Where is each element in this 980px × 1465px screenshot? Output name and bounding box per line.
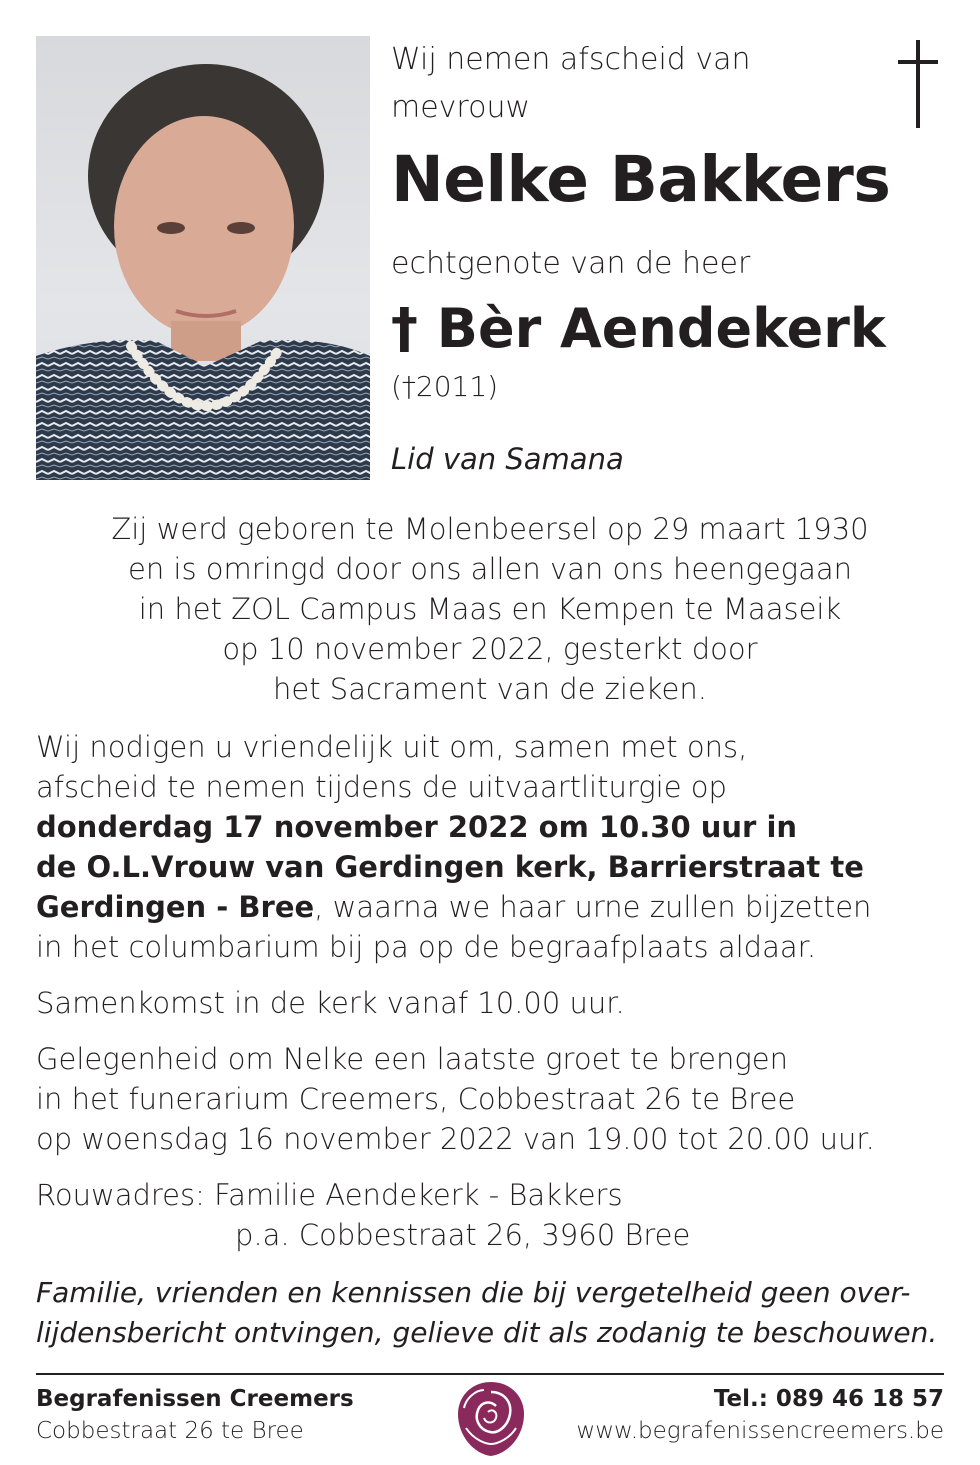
service-date: donderdag 17 november 2022 om 10.30 uur in <box>36 810 798 844</box>
invite-line: afscheid te nemen tijdens de uitvaartliturgie op <box>36 770 727 804</box>
spouse-death-year: (†2011) <box>391 370 499 403</box>
notice-line: Familie, vrienden en kennissen die bij vergetelheid geen over- <box>36 1276 911 1309</box>
cross-icon <box>898 40 938 128</box>
deceased-name: Nelke Bakkers <box>391 143 891 216</box>
invite-line <box>36 887 956 927</box>
address-line: Rouwadres: Familie Aendekerk - Bakkers <box>36 1178 623 1212</box>
company-name: Begrafenissen Creemers <box>36 1386 354 1412</box>
footer-divider <box>36 1373 944 1375</box>
spouse-name: † Bèr Aendekerk <box>391 297 886 360</box>
invitation-paragraph <box>36 727 956 967</box>
invite-line-bold <box>36 807 956 847</box>
address-line: p.a. Cobbestraat 26, 3960 Bree <box>235 1218 691 1252</box>
portrait-photo <box>36 36 370 480</box>
visit-line: in het funerarium Creemers, Cobbestraat 26 te Bree <box>36 1082 796 1116</box>
born-line: op 10 november 2022, gesterkt door <box>222 632 758 666</box>
notice-line: lijdensbericht ontvingen, gelieve dit als zodanig te beschouwen. <box>36 1316 938 1349</box>
membership: Lid van Samana <box>391 442 624 476</box>
born-line: en is omringd door ons allen van ons heengegaan <box>127 552 852 586</box>
intro-text: Wij nemen afscheid van mevrouw <box>391 42 751 125</box>
visit-line: Gelegenheid om Nelke een laatste groet te brengen <box>36 1042 788 1076</box>
birth-death-paragraph <box>36 509 944 709</box>
visitation-paragraph <box>36 1039 956 1159</box>
company-website[interactable]: www.begrafenissencreemers.be <box>576 1418 944 1444</box>
spouse-intro: echtgenote van de heer <box>391 246 751 281</box>
gathering-text: Samenkomst in de kerk vanaf 10.00 uur. <box>36 986 625 1020</box>
urn-text: , waarna we haar urne zullen bijzetten <box>314 890 872 924</box>
invite-line-bold <box>36 847 956 887</box>
mourning-address <box>36 1175 956 1255</box>
born-line: Zij werd geboren te Molenbeersel op 29 maart 1930 <box>111 512 869 546</box>
company-address: Cobbestraat 26 te Bree <box>36 1418 304 1444</box>
service-town: Gerdingen - Bree <box>36 890 315 924</box>
company-phone: Tel.: 089 46 18 57 <box>713 1386 944 1412</box>
invite-line: Wij nodigen u vriendelijk uit om, samen met ons, <box>36 730 748 764</box>
visit-line: op woensdag 16 november 2022 van 19.00 tot 20.00 uur. <box>36 1122 875 1156</box>
invite-line: in het columbarium bij pa op de begraafplaats aldaar. <box>36 930 817 964</box>
service-location: de O.L.Vrouw van Gerdingen kerk, Barrierstraat te <box>36 850 864 884</box>
rose-logo-icon <box>452 1378 530 1460</box>
notice-paragraph <box>36 1273 956 1353</box>
born-line: het Sacrament van de zieken. <box>272 672 707 706</box>
portrait-illustration <box>36 36 370 480</box>
born-line: in het ZOL Campus Maas en Kempen te Maaseik <box>138 592 842 626</box>
